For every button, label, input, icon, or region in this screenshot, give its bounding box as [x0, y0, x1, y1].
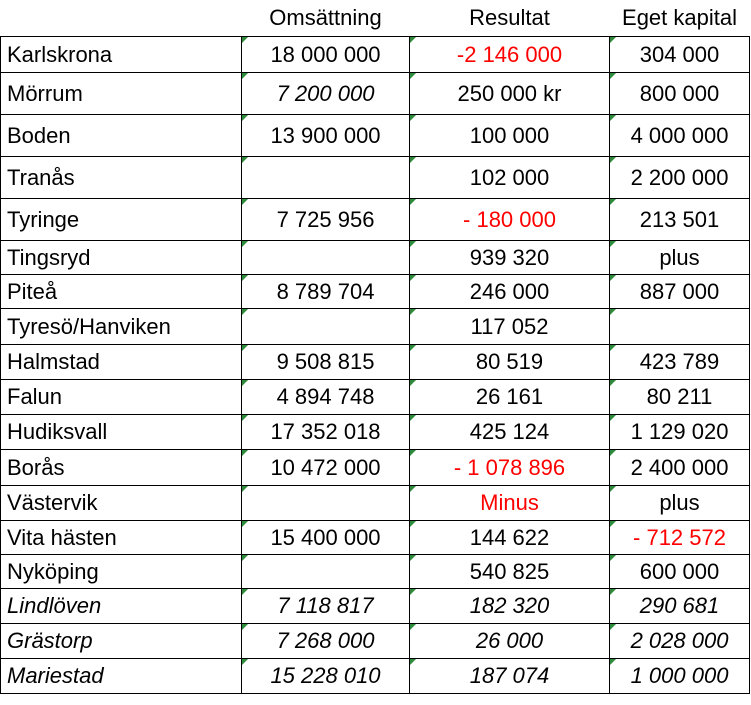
- cell-resultat[interactable]: -2 146 000: [410, 37, 610, 73]
- cell-eget-kapital[interactable]: 2 200 000: [610, 157, 750, 199]
- cell-eget-kapital[interactable]: plus: [610, 486, 750, 521]
- cell-name[interactable]: Halmstad: [1, 345, 242, 380]
- cell-omsattning[interactable]: 9 508 815: [242, 345, 410, 380]
- cell-omsattning[interactable]: 15 228 010: [242, 659, 410, 694]
- cell-omsattning[interactable]: 17 352 018: [242, 415, 410, 450]
- cell-name[interactable]: Piteå: [1, 275, 242, 309]
- cell-name[interactable]: Västervik: [1, 486, 242, 521]
- cell-omsattning[interactable]: 4 894 748: [242, 380, 410, 415]
- cell-omsattning[interactable]: 18 000 000: [242, 37, 410, 73]
- cell-resultat[interactable]: 939 320: [410, 241, 610, 275]
- cell-resultat[interactable]: - 1 078 896: [410, 450, 610, 486]
- header-name[interactable]: [1, 0, 242, 37]
- cell-name[interactable]: Mörrum: [1, 73, 242, 115]
- cell-omsattning[interactable]: [242, 309, 410, 345]
- cell-omsattning[interactable]: [242, 555, 410, 589]
- table-row: [1, 555, 750, 589]
- cell-name[interactable]: Karlskrona: [1, 37, 242, 73]
- cell-eget-kapital[interactable]: plus: [610, 241, 750, 275]
- cell-eget-kapital[interactable]: 887 000: [610, 275, 750, 309]
- cell-eget-kapital[interactable]: - 712 572: [610, 521, 750, 555]
- cell-resultat[interactable]: 117 052: [410, 309, 610, 345]
- cell-name[interactable]: Tyringe: [1, 199, 242, 241]
- cell-resultat[interactable]: - 180 000: [410, 199, 610, 241]
- cell-eget-kapital[interactable]: [610, 309, 750, 345]
- cell-omsattning[interactable]: [242, 157, 410, 199]
- table-row: [1, 37, 750, 73]
- cell-eget-kapital[interactable]: 800 000: [610, 73, 750, 115]
- cell-name[interactable]: Hudiksvall: [1, 415, 242, 450]
- header-omsattning[interactable]: Omsättning: [269, 5, 382, 30]
- cell-name[interactable]: Boden: [1, 115, 242, 157]
- cell-resultat[interactable]: 250 000 kr: [410, 73, 610, 115]
- cell-resultat[interactable]: 80 519: [410, 345, 610, 380]
- cell-eget-kapital[interactable]: 423 789: [610, 345, 750, 380]
- cell-name[interactable]: Grästorp: [1, 624, 242, 659]
- cell-omsattning[interactable]: 15 400 000: [242, 521, 410, 555]
- cell-omsattning[interactable]: 7 268 000: [242, 624, 410, 659]
- header-resultat[interactable]: Resultat: [469, 5, 550, 30]
- cell-eget-kapital[interactable]: 4 000 000: [610, 115, 750, 157]
- cell-resultat[interactable]: 100 000: [410, 115, 610, 157]
- cell-eget-kapital[interactable]: 600 000: [610, 555, 750, 589]
- header-row: [1, 0, 750, 37]
- table-row: [1, 115, 750, 157]
- cell-resultat[interactable]: 26 161: [410, 380, 610, 415]
- cell-omsattning[interactable]: 7 200 000: [242, 73, 410, 115]
- table-row: [1, 73, 750, 115]
- table-row: [1, 157, 750, 199]
- table-row: [1, 415, 750, 450]
- cell-resultat[interactable]: 425 124: [410, 415, 610, 450]
- cell-eget-kapital[interactable]: 80 211: [610, 380, 750, 415]
- cell-resultat[interactable]: 187 074: [410, 659, 610, 694]
- cell-name[interactable]: Tranås: [1, 157, 242, 199]
- cell-eget-kapital[interactable]: 213 501: [610, 199, 750, 241]
- cell-resultat[interactable]: 540 825: [410, 555, 610, 589]
- cell-name[interactable]: Nyköping: [1, 555, 242, 589]
- cell-name[interactable]: Falun: [1, 380, 242, 415]
- cell-resultat[interactable]: 102 000: [410, 157, 610, 199]
- cell-omsattning[interactable]: 8 789 704: [242, 275, 410, 309]
- cell-name[interactable]: Tyresö/Hanviken: [1, 309, 242, 345]
- table-row: [1, 486, 750, 521]
- cell-omsattning[interactable]: 7 725 956: [242, 199, 410, 241]
- cell-eget-kapital[interactable]: 2 400 000: [610, 450, 750, 486]
- table-row: [1, 309, 750, 345]
- cell-eget-kapital[interactable]: 304 000: [610, 37, 750, 73]
- cell-eget-kapital[interactable]: 290 681: [610, 589, 750, 624]
- cell-resultat[interactable]: Minus: [410, 486, 610, 521]
- table-row: [1, 345, 750, 380]
- cell-omsattning[interactable]: [242, 241, 410, 275]
- table-row: [1, 380, 750, 415]
- table-row: [1, 199, 750, 241]
- table-row: [1, 275, 750, 309]
- cell-name[interactable]: Vita hästen: [1, 521, 242, 555]
- cell-eget-kapital[interactable]: 2 028 000: [610, 624, 750, 659]
- table-body: [1, 37, 750, 694]
- table-row: [1, 624, 750, 659]
- header-eget-kapital[interactable]: Eget kapital: [622, 5, 737, 30]
- cell-omsattning[interactable]: 7 118 817: [242, 589, 410, 624]
- cell-eget-kapital[interactable]: 1 129 020: [610, 415, 750, 450]
- cell-name[interactable]: Lindlöven: [1, 589, 242, 624]
- cell-name[interactable]: Mariestad: [1, 659, 242, 694]
- table-row: [1, 241, 750, 275]
- cell-resultat[interactable]: 246 000: [410, 275, 610, 309]
- cell-resultat[interactable]: 144 622: [410, 521, 610, 555]
- table-row: [1, 521, 750, 555]
- cell-name[interactable]: Borås: [1, 450, 242, 486]
- cell-resultat[interactable]: 26 000: [410, 624, 610, 659]
- cell-resultat[interactable]: 182 320: [410, 589, 610, 624]
- table-row: [1, 659, 750, 694]
- cell-omsattning[interactable]: 10 472 000: [242, 450, 410, 486]
- cell-omsattning[interactable]: 13 900 000: [242, 115, 410, 157]
- table-row: [1, 589, 750, 624]
- table-row: [1, 450, 750, 486]
- cell-eget-kapital[interactable]: 1 000 000: [610, 659, 750, 694]
- cell-name[interactable]: Tingsryd: [1, 241, 242, 275]
- table-header: [1, 0, 750, 37]
- cell-omsattning[interactable]: [242, 486, 410, 521]
